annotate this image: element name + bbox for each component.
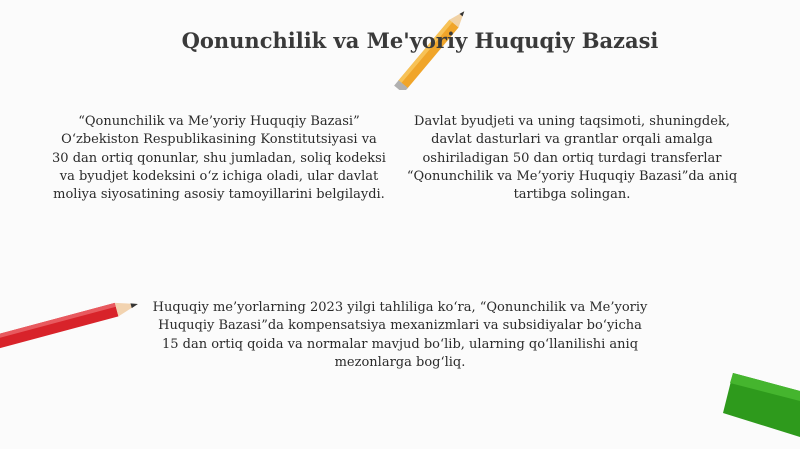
red-pencil-icon [0, 290, 160, 360]
slide-title: Qonunchilik va Me'yoriy Huquqiy Bazasi [181, 28, 659, 53]
paragraph-right: Davlat byudjeti va uning taqsimoti, shuningdek, davlat dasturlari va grantlar orqali amalga oshiriladigan 50 dan ortiq turdagi transferlar “Qonunchilik va Me’yoriy Huquqiy Bazasi”da aniq tartibga solingan. [406, 114, 738, 203]
green-marker-icon [715, 365, 800, 449]
paragraph-left: “Qonunchilik va Me’yoriy Huquqiy Bazasi” O‘zbekiston Respublikasining Konstitutsiyasi va 30 dan ortiq qonunlar, shu jumladan, soliq kodeksi va byudjet kodeksini o‘z ichiga oladi, ular davlat moliya siyosatining asosiy tamoyillarini belgilaydi. [52, 114, 386, 203]
paragraph-bottom: Huquqiy me’yorlarning 2023 yilgi tahliliga ko‘ra, “Qonunchilik va Me’yoriy Huquqiy Bazasi”da kompensatsiya mexanizmlari va subsidiyalar bo‘yicha 15 dan ortiq qoida va normalar mavjud bo‘lib, ularning qo‘llanilishi aniq mezonlarga bog‘liq. [152, 300, 648, 370]
